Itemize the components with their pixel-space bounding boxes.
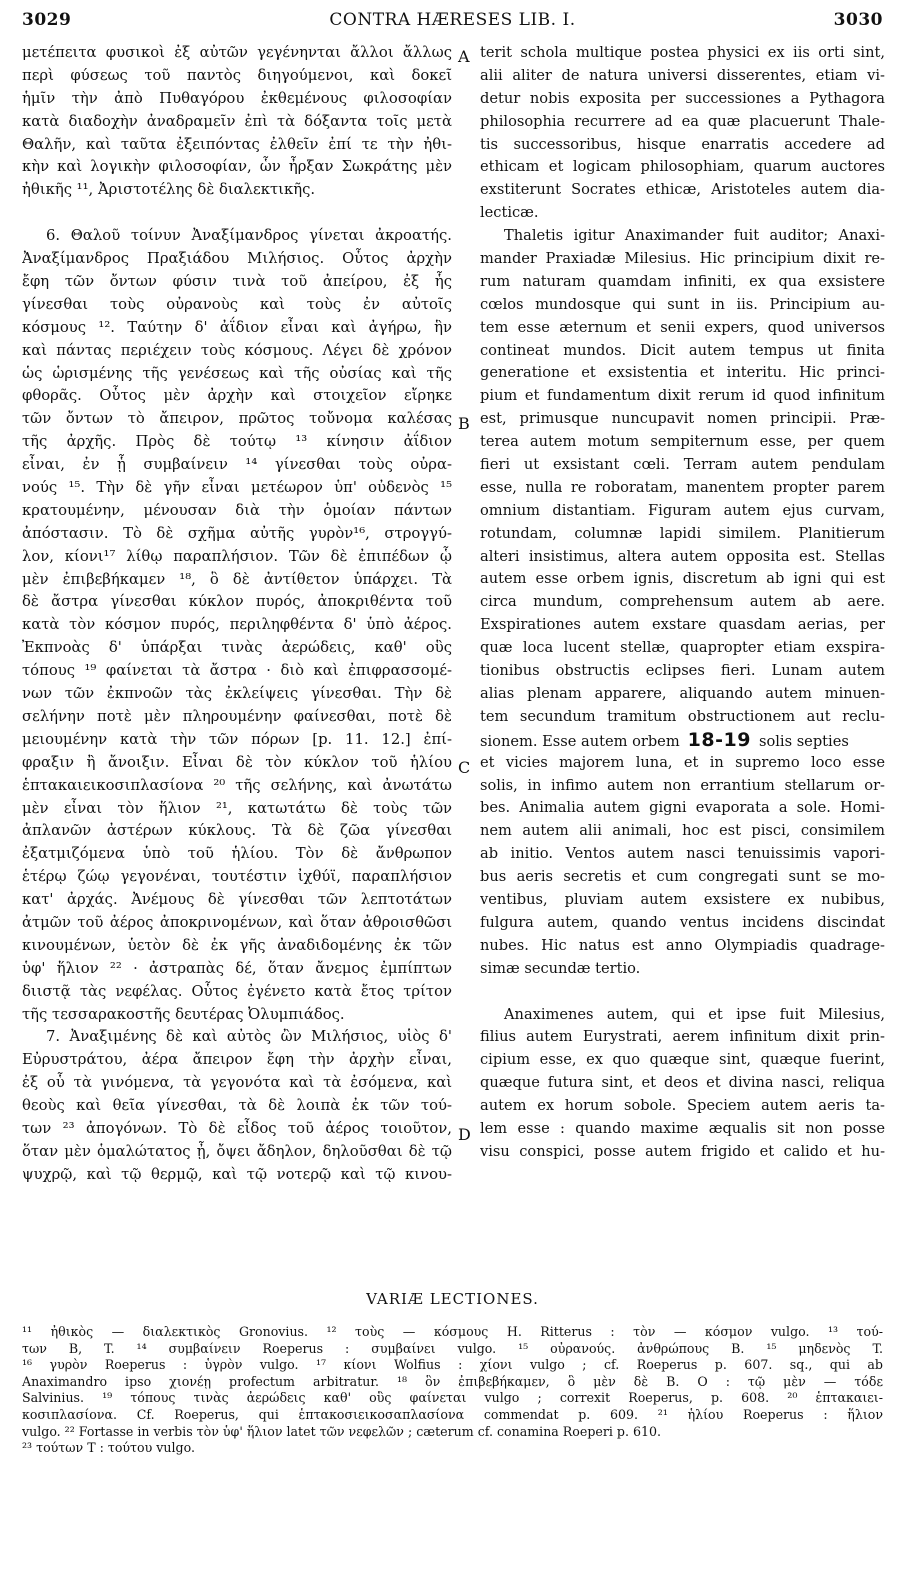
note-line: ¹⁶ γυρὸν Roeperus : ὑγρὸν vulgo. ¹⁷ κίονι Wolfius : χίονι vulgo ; cf. Roeperus p. 607. sq., qui ab	[22, 1357, 883, 1373]
greek-text-spacer	[22, 202, 452, 225]
greek-text-line: νούς ¹⁵. Τὴν δὲ γῆν εἶναι μετέωρον ὑπ' οὐδενὸς ¹⁵	[22, 479, 452, 497]
greek-text-line: ἐξ οὗ τὰ γινόμενα, τὰ γεγονότα καὶ τὰ ἐσόμενα, καὶ	[22, 1074, 452, 1092]
critical-apparatus	[22, 1324, 883, 1457]
note-line: vulgo. ²² Fortasse in verbis τὸν ὑφ' ἥλιον latet τῶν νεφελῶν ; cæterum cf. conamina Roeperi p. 610.	[22, 1423, 662, 1439]
latin-text-line: circa mundum, comprehensum autem ab aere.	[480, 593, 885, 611]
latin-text-line: cœlos mundosque qui sunt in iis. Principium au-	[480, 295, 885, 313]
latin-text-line: lecticæ.	[480, 204, 539, 222]
latin-text-line: ethicam et logicam philosophiam, quarum auctores	[480, 158, 885, 176]
latin-text-line: alteri insistimus, altera autem opposita est. Stellas	[480, 547, 885, 565]
greek-text-line: φθορᾶς. Οὗτος μὲν ἀρχὴν καὶ στοιχεῖον εἴρηκε	[22, 387, 452, 405]
greek-text-line: κὴν καὶ λογικὴν φιλοσοφίαν, ὧν ἦρξαν Σωκράτης μὲν	[22, 158, 452, 176]
latin-text-line: simæ secundæ tertio.	[480, 959, 641, 977]
greek-text-line: ἡμῖν τὴν ἀπὸ Πυθαγόρου ἐκθεμένους φιλοσοφίαν	[22, 89, 452, 107]
latin-text-line: pium et fundamentum dixit rerum id quod infinitum	[480, 387, 885, 405]
latin-text-line: tem secundum tramitum obstructionem aut reclu-	[480, 707, 885, 725]
greek-text-line: σελήνην ποτὲ μὲν πληρουμένην φαίνεσθαι, ποτὲ δὲ	[22, 707, 452, 725]
latin-text-line: solis, in infimo autem non errantium stellarum or-	[480, 776, 885, 794]
latin-text-line: nubes. Hic natus est anno Olympiadis quadrage-	[480, 936, 885, 954]
greek-text-line: τόπους ¹⁹ φαίνεται τὰ ἄστρα · διὸ καὶ ἐπιφρασσομέ-	[22, 662, 452, 680]
latin-text-line: Exspirationes autem exstare quasdam aerias, per	[480, 616, 885, 634]
page-number-right: 3030	[833, 10, 883, 30]
latin-text-line: visu conspici, posse autem frigido et calido et hu-	[480, 1142, 885, 1160]
latin-text-line: alii aliter de natura universi disserentes, etiam vi-	[480, 66, 885, 84]
latin-text-line: fulgura autem, quando ventus incidens discindat	[480, 913, 885, 931]
column-number-stamp: 18-19	[687, 728, 751, 751]
margin-letter-c: C	[458, 758, 471, 777]
greek-text-line: ἑπτακαιεικοσιπλασίονα ²⁰ τῆς σελήνης, καὶ ἀνωτάτω	[22, 776, 452, 794]
note-line: Salvinius. ¹⁹ τόπους τινὰς ἀερώδεις καθ' οὓς φαίνεται vulgo ; correxit Roeperus, p. 608. ²⁰ ἑπτακαιει-	[22, 1390, 883, 1406]
greek-text-line: ἀτμῶν τοῦ ἀέρος ἀποκρινομένων, καὶ ὅταν ἀθροισθῶσι	[22, 913, 452, 931]
latin-text-spacer	[480, 981, 885, 1004]
latin-text-line: tis successoribus, hisque enarratis accedere ad	[480, 135, 885, 153]
latin-text-line: detur nobis exposita per successiones a Pythagora	[480, 89, 885, 107]
latin-text-line: alias plenam apparere, aliquando autem minuen-	[480, 684, 885, 702]
latin-text-line: nem autem alii animali, hoc est pisci, consimilem	[480, 822, 885, 840]
latin-text-line: esse, nulla re roboratam, manentem propter parem	[480, 478, 885, 496]
greek-text-line: μὲν ἐπιβεβήκαμεν ¹⁸, ὃ δὲ ἀντίθετον ὑπάρχει. Τὰ	[22, 570, 452, 588]
greek-text-line: γίνεσθαι τοὺς οὐρανοὺς καὶ τοὺς ἐν αὐτοῖς	[22, 295, 452, 313]
latin-text-line: mander Praxiadæ Milesius. Hic principium dixit re-	[480, 250, 885, 268]
latin-text-line: fieri ut exsistant cœli. Terram autem pendulam	[480, 456, 885, 474]
greek-text-line: διιστᾷ τὰς νεφέλας. Οὗτος ἐγένετο κατὰ ἔτος τρίτον	[22, 982, 452, 1000]
greek-text-line: ἠθικῆς ¹¹, Ἀριστοτέλης δὲ διαλεκτικῆς.	[22, 181, 316, 199]
latin-text-line: terea autem motum sempiternum esse, per quem	[480, 433, 885, 451]
latin-text-line: quæque futura sint, et deos et divina nasci, reliqua	[480, 1074, 885, 1092]
latin-text-line: ab initio. Ventos autem nasci tenuissimis vapori-	[480, 845, 885, 863]
latin-text-line: bus aeris secretis et cum congregati sunt se mo-	[480, 868, 885, 886]
note-line: των B, T. ¹⁴ συμβαίνειν Roeperus : συμβαίνει vulgo. ¹⁵ οὐρανούς. ἀνθρώπους B. ¹⁵ μηδενὸς T.	[22, 1340, 883, 1356]
greek-text-line: νων τῶν ἐκπνοῶν τὰς ἐκλείψεις γίνεσθαι. Τὴν δὲ	[22, 685, 452, 703]
greek-text-line: θεοὺς καὶ θεῖα γίνεσθαι, τὰ δὲ λοιπὰ ἐκ τῶν τού-	[22, 1097, 452, 1115]
latin-text-line: autem ex horum sobole. Speciem autem aeris ta-	[480, 1097, 885, 1115]
greek-text-line: τῆς ἀρχῆς. Πρὸς δὲ τούτῳ ¹³ κίνησιν ἀΐδιον	[22, 433, 452, 451]
greek-text-line: κρατουμένην, μένουσαν διὰ τὴν ὁμοίαν πάντων	[22, 501, 452, 519]
latin-text-line: tem esse æternum et senii expers, quod universos	[480, 318, 885, 336]
latin-text-segment: sionem. Esse autem orbem	[480, 732, 680, 750]
latin-column	[480, 42, 885, 1164]
latin-text-line: Thaletis igitur Anaximander fuit auditor; Anaxi-	[504, 227, 885, 245]
note-line: κοσιπλασίονα. Cf. Roeperus, qui ἑπτακοσιεικοσαπλασίονα commendat p. 609. ²¹ ἡλίου Roeperus : ἥλιον	[22, 1406, 883, 1422]
greek-text-line: 6. Θαλοῦ τοίνυν Ἀναξίμανδρος γίνεται ἀκροατής.	[46, 227, 452, 245]
greek-text-line: φραξιν ἢ ἄνοιξιν. Εἶναι δὲ τὸν κύκλον τοῦ ἡλίου	[22, 753, 452, 771]
greek-text-line: των ²³ ἀπογόνων. Τὸ δὲ εἶδος τοῦ ἀέρος τοιοῦτον,	[22, 1119, 452, 1137]
latin-text-line: rotundam, columnæ lapidi similem. Planitierum	[480, 524, 885, 542]
note-line: Anaximandro ipso χιονέῃ profectum arbitratur. ¹⁸ ὃν ἐπιβεβήκαμεν, ὃ μὲν δὲ B. O : τῷ μὲν — τόδε	[22, 1373, 883, 1389]
greek-text-line: λον, κίονι¹⁷ λίθῳ παραπλήσιον. Τῶν δὲ ἐπιπέδων ᾧ	[22, 547, 452, 565]
greek-text-line: κατὰ τὸν κόσμον πυρός, περιληφθέντα δ' ὑπὸ ἀέρος.	[22, 616, 452, 634]
margin-letter-d: D	[458, 1125, 471, 1144]
latin-text-line: tionibus obstructis eclipses fieri. Lunam autem	[480, 662, 885, 680]
note-line: ¹¹ ἠθικὸς — διαλεκτικὸς Gronovius. ¹² τοὺς — κόσμους H. Ritterus : τὸν — κόσμον vulgo. ¹³ τού-	[22, 1324, 883, 1339]
greek-text-line: κατ' ἀρχάς. Ἀνέμους δὲ γίνεσθαι τῶν λεπτοτάτων	[22, 891, 452, 909]
greek-text-line: ἔφη τῶν ὄντων φύσιν τινὰ τοῦ ἀπείρου, ἐξ ἧς	[22, 273, 452, 291]
greek-text-line: ἑτέρῳ ζώῳ γεγονέναι, τουτέστιν ἰχθύϊ, παραπλήσιον	[22, 868, 452, 886]
latin-text-line	[480, 729, 885, 752]
greek-text-line: τῶν ὄντων τὸ ἄπειρον, πρῶτος τοὔνομα καλέσας	[22, 410, 452, 428]
note-line: ²³ τούτων T : τούτου vulgo.	[22, 1440, 195, 1456]
variae-lectiones-heading: VARIÆ LECTIONES.	[366, 1290, 539, 1308]
latin-text-line: exstiterunt Socrates ethicæ, Aristoteles autem dia-	[480, 181, 885, 199]
latin-text-segment: solis septies	[758, 732, 849, 750]
greek-text-line: καὶ πάντας περιέχειν τοὺς κόσμους. Λέγει δὲ χρόνον	[22, 341, 452, 359]
latin-text-line: bes. Animalia autem gigni evaporata a sole. Homi-	[480, 799, 885, 817]
latin-text-line: terit schola multique postea physici ex iis orti sint,	[480, 44, 885, 61]
latin-text-line: rum naturam quamdam infiniti, ex qua exsistere	[480, 272, 885, 290]
greek-text-line: κατὰ διαδοχὴν ἀναδραμεῖν ἐπὶ τὰ δόξαντα τοῖς μετὰ	[22, 112, 452, 130]
greek-text-line: ὅταν μὲν ὁμαλώτατος ᾖ, ὄψει ἄδηλον, δηλοῦσθαι δὲ τῷ	[22, 1142, 452, 1160]
latin-text-line: generatione et exsistentia et interitu. Hic princi-	[480, 364, 885, 382]
greek-text-line: 7. Ἀναξιμένης δὲ καὶ αὐτὸς ὢν Μιλήσιος, υἱὸς δ'	[46, 1028, 452, 1046]
latin-text-line: contineat mundos. Dicit autem tempus ut finita	[480, 341, 885, 359]
greek-text-line: εἶναι, ἐν ᾗ συμβαίνειν ¹⁴ γίνεσθαι τοὺς οὐρα-	[22, 456, 452, 474]
greek-text-line: ἀπλανῶν ἀστέρων κύκλους. Τὰ δὲ ζῶα γίνεσθαι	[22, 822, 452, 840]
greek-text-line: κινουμένων, ὑετὸν δὲ ἐκ γῆς ἀναδιδομένης ἐκ τῶν	[22, 936, 452, 954]
greek-text-line: περὶ φύσεως τοῦ παντὸς διηγούμενοι, καὶ δοκεῖ	[22, 66, 452, 84]
greek-text-line: Εὐρυστράτου, ἀέρα ἄπειρον ἔφη τὴν ἀρχὴν εἶναι,	[22, 1051, 452, 1069]
greek-text-line: μετέπειτα φυσικοὶ ἐξ αὐτῶν γεγένηνται ἄλλοι ἄλλως	[22, 44, 452, 61]
latin-text-line: filius autem Eurystrati, aerem infinitum dixit prin-	[480, 1028, 885, 1046]
latin-text-line: et vicies majorem luna, et in supremo loco esse	[480, 753, 885, 771]
latin-text-line: quæ loca lucent stellæ, quapropter etiam exspira-	[480, 639, 885, 657]
greek-text-line: ψυχρῷ, καὶ τῷ θερμῷ, καὶ τῷ νοτερῷ καὶ τῷ κινου-	[22, 1165, 452, 1183]
latin-text-line: est, primusque nuncupavit nomen principii. Præ-	[480, 410, 885, 428]
page-number-left: 3029	[22, 10, 72, 30]
greek-text-line: τῆς τεσσαρακοστῆς δευτέρας Ὀλυμπιάδος.	[22, 1005, 345, 1023]
greek-text-line: μὲν εἶναι τὸν ἥλιον ²¹, κατωτάτω δὲ τοὺς τῶν	[22, 799, 452, 817]
running-head	[22, 10, 883, 36]
greek-text-line: Θαλῆν, καὶ ταῦτα ἐξειπόντας ἐλθεῖν ἐπί τε τὴν ἠθι-	[22, 135, 452, 153]
latin-text-line: omnium distantiam. Figuram autem ejus curvam,	[480, 501, 885, 519]
greek-text-line: ὡς ὡρισμένης τῆς γενέσεως καὶ τῆς οὐσίας καὶ τῆς	[22, 364, 452, 382]
greek-text-line: ὑφ' ἥλιον ²² · ἀστραπὰς δέ, ὅταν ἄνεμος ἐμπίπτων	[22, 959, 452, 977]
greek-text-line: κόσμους ¹². Ταύτην δ' ἀΐδιον εἶναι καὶ ἀγήρω, ἣν	[22, 318, 452, 336]
greek-text-line: ἀπόστασιν. Τὸ δὲ σχῆμα αὐτῆς γυρὸν¹⁶, στρογγύ-	[22, 524, 452, 542]
greek-text-line: μειουμένην κατὰ τὴν τῶν πόρων [p. 11. 12.] ἐπί-	[22, 730, 452, 748]
greek-text-line: δὲ ἄστρα γίνεσθαι κύκλον πυρός, ἀποκριθέντα τοῦ	[22, 593, 452, 611]
latin-text-line: ventibus, pluviam autem exsistere ex nubibus,	[480, 890, 885, 908]
greek-text-line: Ἐκπνοὰς δ' ὑπάρξαι τινὰς ἀερώδεις, καθ' οὓς	[22, 639, 452, 657]
greek-column	[22, 42, 452, 1187]
latin-text-line: lem esse : quando maxime æqualis sit non posse	[480, 1119, 885, 1137]
greek-text-line: ἐξατμιζόμενα ὑπὸ τοῦ ἡλίου. Τὸν δὲ ἄνθρωπον	[22, 845, 452, 863]
latin-text-line: cipium esse, ex quo quæque sint, quæque fuerint,	[480, 1051, 885, 1069]
latin-text-line: philosophia recurrere ad ea quæ placuerunt Thale-	[480, 112, 885, 130]
latin-text-line: autem esse orbem ignis, discretum ab igni qui est	[480, 570, 885, 588]
running-title: CONTRA HÆRESES LIB. I.	[329, 10, 576, 30]
latin-text-line: Anaximenes autem, qui et ipse fuit Milesius,	[504, 1005, 885, 1023]
greek-text-line: Ἀναξίμανδρος Πραξιάδου Μιλήσιος. Οὗτος ἀρχὴν	[22, 250, 452, 268]
margin-letter-b: B	[458, 414, 470, 433]
margin-letter-a: A	[458, 47, 470, 66]
